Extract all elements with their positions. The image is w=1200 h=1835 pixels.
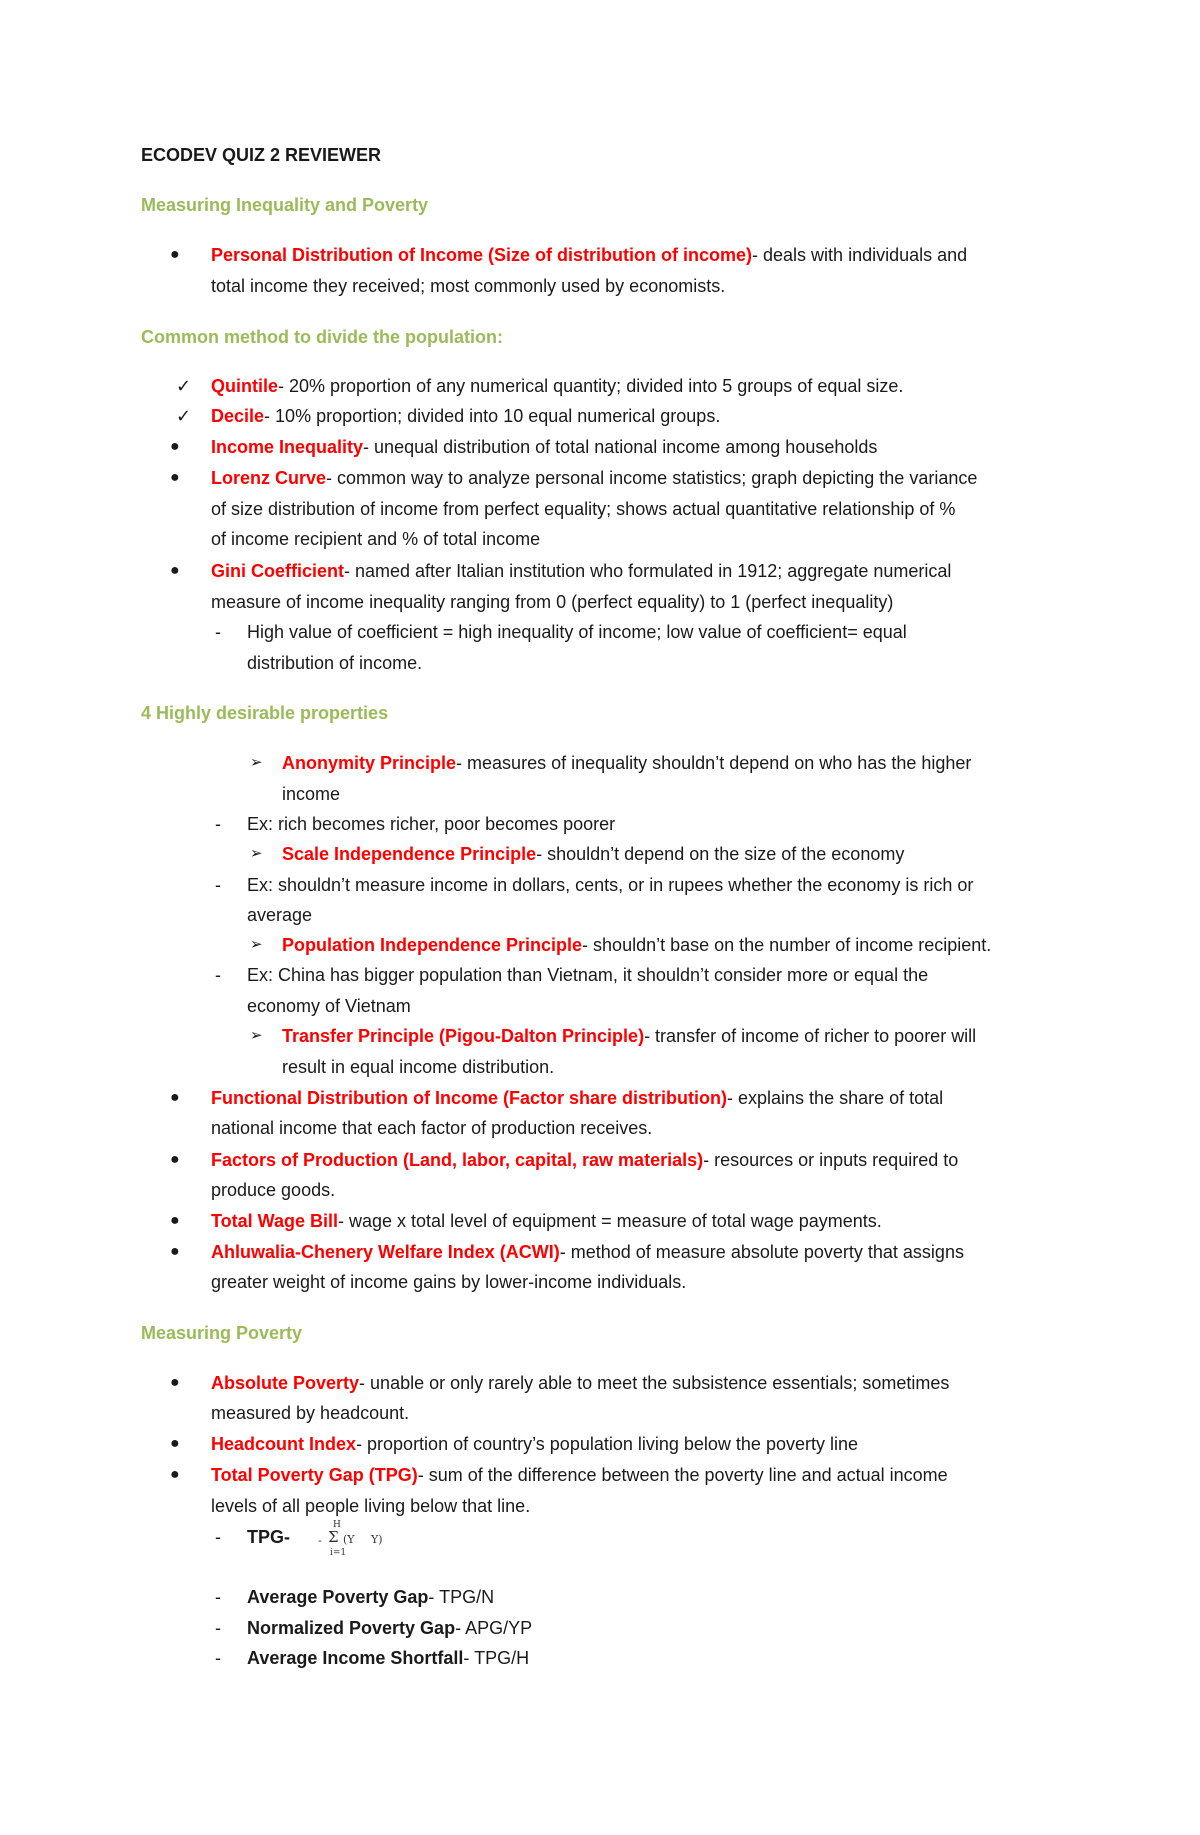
sub-item-average-poverty-gap: [247, 1586, 494, 1608]
term-transfer-principle: Transfer Principle (Pigou-Dalton Principle): [282, 1026, 645, 1046]
arrow-icon: ➢: [250, 754, 263, 771]
arrow-icon: ➢: [250, 845, 263, 862]
term-quintile: Quintile: [211, 376, 278, 396]
term-scale-independence-principle: Scale Independence Principle: [282, 844, 537, 864]
list-item-total-wage-bill: [211, 1210, 882, 1232]
term-headcount-index: Headcount Index: [211, 1434, 357, 1454]
definition-continuation: average: [247, 905, 313, 925]
list-item-acwi: [211, 1241, 964, 1263]
definition-text: - explains the share of total: [727, 1088, 944, 1108]
term-population-independence-principle: Population Independence Principle: [282, 935, 583, 955]
check-icon: ✓: [176, 376, 192, 396]
term-functional-distribution-of-income: Functional Distribution of Income (Factor share distribution): [211, 1088, 728, 1108]
term-average-income-shortfall: Average Income Shortfall: [247, 1648, 464, 1668]
formula-lower-limit: i=1: [330, 1548, 347, 1558]
term-total-wage-bill: Total Wage Bill: [211, 1211, 339, 1231]
definition-text: - wage x total level of equipment = measure of total wage payments.: [338, 1211, 882, 1231]
term-decile: Decile: [211, 406, 265, 426]
term-total-poverty-gap: Total Poverty Gap (TPG): [211, 1465, 418, 1485]
section-heading-common-method: Common method to divide the population:: [141, 327, 503, 347]
definition-text: - named after Italian institution who formulated in 1912; aggregate numerical: [344, 561, 952, 581]
definition-continuation: result in equal income distribution.: [282, 1057, 555, 1077]
formula-term-end: Y): [371, 1533, 383, 1546]
list-item-pdi: [211, 244, 967, 266]
sigma-icon: Σ: [328, 1528, 339, 1546]
dash-icon: -: [215, 1527, 221, 1547]
formula-term: (Y: [343, 1533, 355, 1546]
definition-text: - 20% proportion of any numerical quantity; divided into 5 groups of equal size.: [278, 376, 904, 396]
definition-text: - unable or only rarely able to meet the subsistence essentials; sometimes: [359, 1373, 950, 1393]
term-anonymity-principle: Anonymity Principle: [282, 753, 457, 773]
document-title: ECODEV QUIZ 2 REVIEWER: [141, 145, 382, 165]
bullet-icon: ●: [170, 1089, 180, 1106]
bullet-icon: ●: [170, 1151, 180, 1168]
dash-icon: -: [215, 1587, 221, 1607]
definition-text: - 10% proportion; divided into 10 equal numerical groups.: [264, 406, 721, 426]
list-item-headcount-index: [211, 1433, 858, 1455]
definition-continuation: produce goods.: [211, 1180, 336, 1200]
definition-continuation: distribution of income.: [247, 653, 423, 673]
section-heading-desirable-properties: 4 Highly desirable properties: [141, 703, 389, 723]
example-anonymity: Ex: rich becomes richer, poor becomes poorer: [247, 814, 616, 834]
term-absolute-poverty: Absolute Poverty: [211, 1373, 360, 1393]
tpg-formula: [318, 1520, 398, 1560]
bullet-icon: ●: [170, 438, 180, 455]
definition-continuation: measure of income inequality ranging from 0 (perfect equality) to 1 (perfect inequality): [211, 592, 894, 612]
list-item-anonymity-principle: [282, 752, 971, 774]
definition-text: - measures of inequality shouldn’t depend on who has the higher: [456, 753, 972, 773]
term-acwi: Ahluwalia-Chenery Welfare Index (ACWI): [211, 1242, 560, 1262]
bullet-icon: ●: [170, 1435, 180, 1452]
definition-continuation: greater weight of income gains by lower-income individuals.: [211, 1272, 687, 1292]
dash-icon: -: [215, 1618, 221, 1638]
tpg-formula-label: TPG-: [247, 1527, 290, 1547]
list-item-quintile: [211, 375, 903, 397]
definition-continuation: of income recipient and % of total income: [211, 529, 541, 549]
term-income-inequality: Income Inequality: [211, 437, 364, 457]
section-heading-measuring-inequality: Measuring Inequality and Poverty: [141, 195, 429, 215]
term-lorenz-curve: Lorenz Curve: [211, 468, 327, 488]
formula-minus: -: [318, 1534, 322, 1547]
dash-icon: -: [215, 814, 221, 834]
definition-text: - TPG/H: [463, 1648, 530, 1668]
definition-text: - method of measure absolute poverty that assigns: [559, 1242, 964, 1262]
list-item-population-independence: [282, 934, 991, 956]
definition-text: - common way to analyze personal income statistics; graph depicting the variance: [326, 468, 978, 488]
check-icon: ✓: [176, 406, 192, 426]
list-item-income-inequality: [211, 436, 877, 458]
sub-item-gini-high-value: High value of coefficient = high inequality of income; low value of coefficient= equal: [247, 622, 907, 642]
bullet-icon: ●: [170, 1212, 180, 1229]
definition-continuation: measured by headcount.: [211, 1403, 410, 1423]
list-item-absolute-poverty: [211, 1372, 949, 1394]
section-heading-measuring-poverty: Measuring Poverty: [141, 1323, 303, 1343]
definition-continuation: total income they received; most commonly used by economists.: [211, 276, 726, 296]
example-scale: Ex: shouldn’t measure income in dollars, cents, or in rupees whether the economy is rich or: [247, 875, 974, 895]
list-item-total-poverty-gap: [211, 1464, 948, 1486]
definition-text: - APG/YP: [455, 1618, 533, 1638]
list-item-scale-independence: [282, 843, 904, 865]
dash-icon: -: [215, 1648, 221, 1668]
sub-item-average-income-shortfall: [247, 1647, 529, 1669]
sub-item-normalized-poverty-gap: [247, 1617, 532, 1639]
term-average-poverty-gap: Average Poverty Gap: [247, 1587, 429, 1607]
bullet-icon: ●: [170, 1243, 180, 1260]
term-factors-of-production: Factors of Production (Land, labor, capital, raw materials): [211, 1150, 704, 1170]
list-item-decile: [211, 405, 720, 427]
definition-text: - deals with individuals and: [752, 245, 968, 265]
list-item-transfer-principle: [282, 1025, 976, 1047]
definition-continuation: income: [282, 784, 341, 804]
definition-continuation: levels of all people living below that line.: [211, 1496, 531, 1516]
definition-text: - shouldn’t depend on the size of the economy: [536, 844, 905, 864]
term-personal-distribution-of-income: Personal Distribution of Income (Size of distribution of income): [211, 245, 753, 265]
term-normalized-poverty-gap: Normalized Poverty Gap: [247, 1618, 456, 1638]
arrow-icon: ➢: [250, 1027, 263, 1044]
bullet-icon: ●: [170, 1466, 180, 1483]
definition-continuation: of size distribution of income from perfect equality; shows actual quantitative relationship of %: [211, 499, 956, 519]
bullet-icon: ●: [170, 562, 180, 579]
definition-text: - TPG/N: [428, 1587, 495, 1607]
dash-icon: -: [215, 965, 221, 985]
definition-continuation: economy of Vietnam: [247, 996, 411, 1016]
term-gini-coefficient: Gini Coefficient: [211, 561, 345, 581]
definition-continuation: national income that each factor of production receives.: [211, 1118, 653, 1138]
bullet-icon: ●: [170, 1374, 180, 1391]
bullet-icon: ●: [170, 469, 180, 486]
definition-text: - resources or inputs required to: [703, 1150, 959, 1170]
dash-icon: -: [215, 622, 221, 642]
list-item-lorenz-curve: [211, 467, 977, 489]
list-item-gini-coefficient: [211, 560, 951, 582]
example-population: Ex: China has bigger population than Vietnam, it shouldn’t consider more or equal the: [247, 965, 929, 985]
definition-text: - sum of the difference between the poverty line and actual income: [417, 1465, 948, 1485]
definition-text: - unequal distribution of total national income among households: [363, 437, 878, 457]
dash-icon: -: [215, 875, 221, 895]
formula-upper-limit: H: [333, 1520, 341, 1530]
bullet-icon: ●: [170, 246, 180, 263]
definition-text: - shouldn’t base on the number of income recipient.: [582, 935, 992, 955]
list-item-factors-of-production: [211, 1149, 958, 1171]
list-item-functional-distribution: [211, 1087, 943, 1109]
definition-text: - proportion of country’s population living below the poverty line: [356, 1434, 858, 1454]
definition-text: - transfer of income of richer to poorer will: [644, 1026, 977, 1046]
arrow-icon: ➢: [250, 936, 263, 953]
